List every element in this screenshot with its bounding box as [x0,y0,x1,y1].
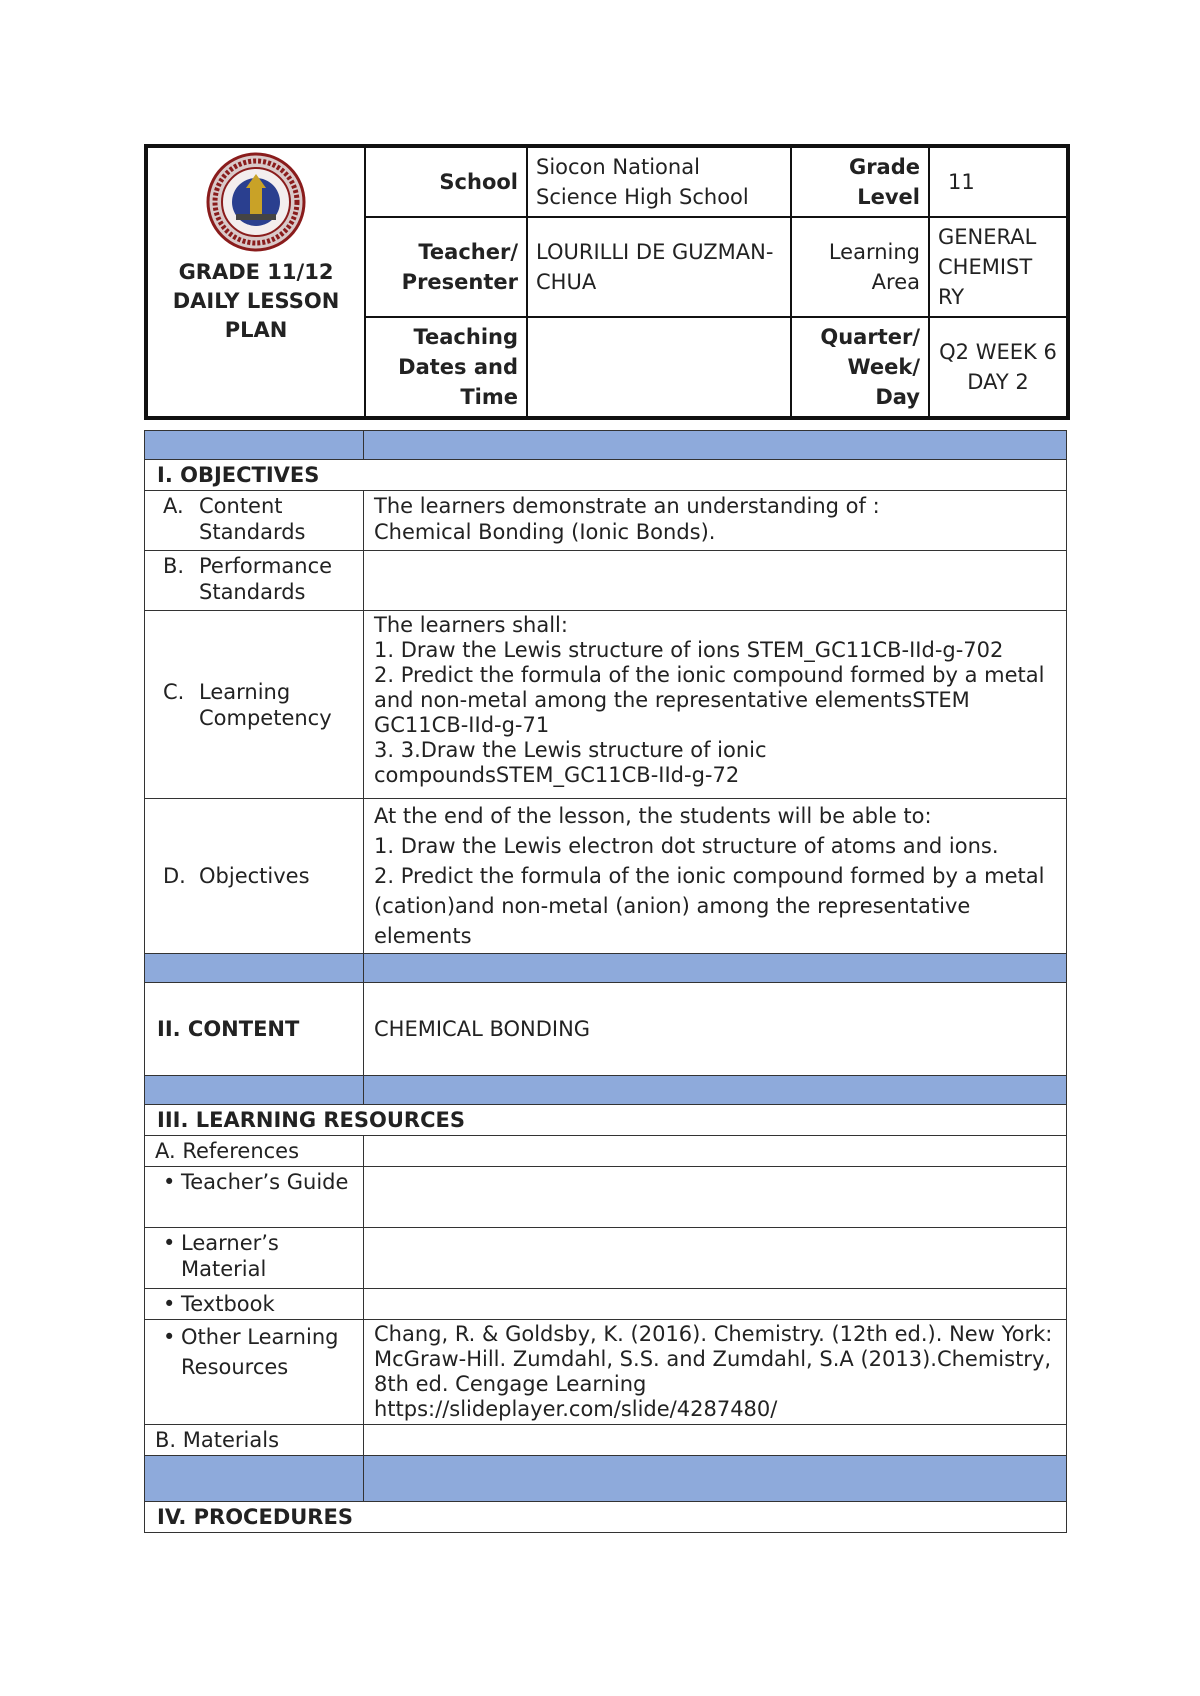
logo-cell [146,146,365,418]
learners-material-label: Learner’s Material [181,1231,279,1281]
content-standards-label: Content Standards [199,494,306,544]
objective-line: 1. Draw the Lewis electron dot structure of atoms and ions. [374,834,999,858]
reference-citation: Chang, R. & Goldsby, K. (2016). Chemistry. (12th ed.). New York: McGraw-Hill. Zumdahl, S.S. and Zumdahl, S.A (2013).Chemistry, 8th ed. Cengage Learning [374,1322,1053,1396]
procedures-heading: IV. PROCEDURES [145,1502,1067,1533]
performance-standards-row [145,551,1067,611]
textbook-row [145,1289,1067,1320]
lesson-table [144,430,1067,1533]
materials-row [145,1425,1067,1456]
learning-area-label: Learning Area [791,217,929,317]
content-marker: A. [163,494,184,518]
competency-line: 3. 3.Draw the Lewis structure of ionic compoundsSTEM_GC11CB-IId-g-72 [374,738,767,787]
performance-standards-label: Performance Standards [199,554,333,604]
dates-value[interactable] [527,317,791,418]
teachers-guide-row [145,1167,1067,1228]
learning-competency-label: Learning Competency [199,679,332,730]
objectives-value [364,799,1067,954]
resources-heading: III. LEARNING RESOURCES [145,1105,1067,1136]
objectives-heading: I. OBJECTIVES [145,460,1067,491]
teacher-value: LOURILLI DE GUZMAN-CHUA [527,217,791,317]
content-standards-value [364,491,1067,551]
teachers-guide-label: Teacher’s Guide [181,1170,349,1194]
school-label: School [365,146,527,217]
quarter-value: Q2 WEEK 6 DAY 2 [929,317,1068,418]
grade-title: GRADE 11/12 DAILY LESSON PLAN [172,260,340,342]
school-value: Siocon National Science High School [527,146,791,217]
learning-area-value: GENERAL CHEMIST RY [929,217,1068,317]
textbook-label: Textbook [181,1292,275,1316]
other-resources-value [364,1320,1067,1425]
bullet-icon: • [163,1231,176,1255]
objective-line: 2. Predict the formula of the ionic compound formed by a metal (cation)and non-metal (anion) among the representative elements [374,864,1045,948]
content-heading: II. CONTENT [145,983,364,1076]
grade-level-label: Grade Level [791,146,929,217]
content-row [145,983,1067,1076]
blue-band [145,431,1067,460]
references-row [145,1136,1067,1167]
other-resources-label: Other Learning Resources [181,1325,339,1379]
objective-line: At the end of the lesson, the students will be able to: [374,804,932,828]
blue-band [145,1456,1067,1502]
references-label: A. References [145,1136,364,1167]
bullet-icon: • [163,1170,176,1194]
blue-band [145,1076,1067,1105]
objectives-label: Objectives [199,864,310,888]
blue-band [145,954,1067,983]
reference-link[interactable]: https://slideplayer.com/slide/4287480/ [374,1397,778,1421]
learning-competency-row [145,611,1067,799]
objectives-marker: D. [163,864,186,888]
teacher-label: Teacher/ Presenter [365,217,527,317]
competency-line: 1. Draw the Lewis structure of ions STEM_GC11CB-IId-g-702 [374,638,1004,662]
competency-line: 2. Predict the formula of the ionic compound formed by a metal and non-metal among the representative elementsSTEM GC11CB-IId-g-71 [374,663,1045,737]
content-value: CHEMICAL BONDING [364,983,1067,1076]
materials-label: B. Materials [145,1425,364,1456]
other-resources-row [145,1320,1067,1425]
dates-label: Teaching Dates and Time [365,317,527,418]
quarter-label: Quarter/ Week/ Day [791,317,929,418]
deped-seal-icon [206,152,306,252]
learning-competency-value [364,611,1067,799]
bullet-icon: • [163,1292,176,1316]
performance-standards-value [364,551,1067,611]
content-standards-row [145,491,1067,551]
bullet-icon: • [163,1325,176,1349]
learners-material-row [145,1228,1067,1289]
competency-line: The learners shall: [374,613,568,637]
objectives-row [145,799,1067,954]
header-table [144,144,1070,420]
competency-marker: C. [163,679,185,704]
performance-marker: B. [163,554,185,578]
content-line: The learners demonstrate an understanding of : [374,494,880,518]
grade-level-value: 11 [929,146,1068,217]
content-line: Chemical Bonding (Ionic Bonds). [374,520,716,544]
